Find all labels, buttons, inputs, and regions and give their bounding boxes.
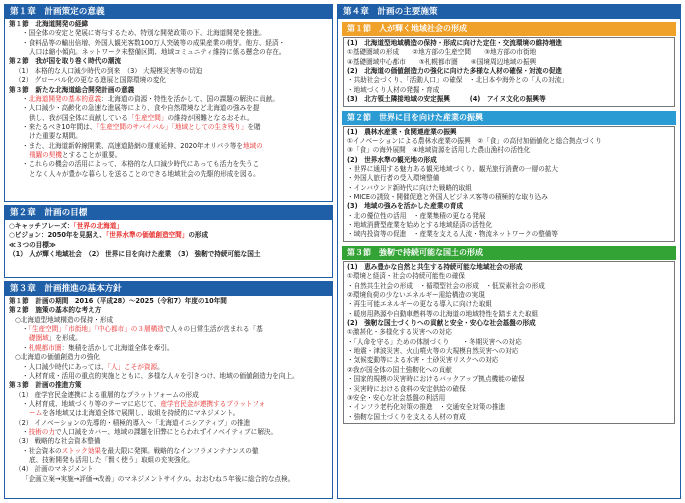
body-text-line: ③「食」の海外展開 ④地域資源を活用した農山漁村の活性化 [347,146,531,155]
body-text-line: ・また、北海道新幹線開業、高速道路網の運東延伸、2020年オリパラ等を地域の [22,141,263,150]
body-text-line: ・技術の力で人口減をカバー、地域の課題を旧弊にとらわれずイノベイティブに解決。 [22,428,278,437]
section-heading-line: ≪３つの目標≫ [9,240,56,249]
chapter4-panel [337,4,681,499]
section-heading-line: 第１節 計画の期間 2016（平成28）～2025（令和7）年度の10年間 [9,297,227,305]
body-text-line: ・強靭な国土づくりを支える人材の育成 [347,412,466,421]
body-text-line: （1） 産学官民金連携による重層的なプラットフォームの形成 [15,390,199,399]
highlighted-phrase: 礎圏域 [29,334,49,343]
body-text-line: ・北海道開発の基本的意義：北海道の資源・特性を活かして、国の課題の解決に貢献。 [22,94,280,103]
section-heading-line: 第２節 我が国を取り巻く時代の潮流 [9,57,122,66]
highlighted-phrase: 「世界の北海道」 [73,222,123,230]
body-text-line: ④基礎圏域中心都市 ⑤札幌都市圏 ⑥国境周辺地域の振興 [347,57,537,66]
body-text-line: ・インバウンド新時代に向けた戦略的取組 [347,183,472,192]
body-text-line: となく人々が豊かな暮らしを送ることのできる地域社会の先駆的形成を図る。 [29,169,260,178]
body-text-line: ・人材育成・活用の重点的実施とともに、多様な人々を引きつけ、地域の価値創造力を向上。 [22,371,299,380]
section3-body [343,261,675,424]
body-text-line: ・暖房用熱源や自動車燃料等の北海道の地域特性を踏まえた取組 [347,309,539,318]
body-text-line: ・人材育成、地域づくり等のテーマに応じて、産学官民金が連携するプラットフォ [22,399,266,408]
body-text-line: ①激甚化・多様化する災害への対応 [347,328,452,337]
body-text-line: 人口は縮小傾向。ネットワーク未整備区間、地域コミュニティ維持に係る懸念の存在。 [29,48,286,57]
body-text-line: ・札幌都市圏：集積を活かして北海道全体を牽引。 [22,343,174,352]
highlighted-phrase: 地域の [243,141,263,150]
highlighted-phrase: 「生産空間」 [127,113,168,122]
section-heading-line: (2) 世界水準の観光地の形成 [347,155,437,164]
body-text-line: 礎圏域」を形成。 [29,334,82,343]
section2-body [343,126,675,242]
body-text-line: ①イノベーションによる農林水産業の振興 ②「食」の高付加価値化と総合拠点づくり [347,136,602,145]
section-heading-line: (3) 北方領土隣接地域の安定振興 (4) アイヌ文化の振興等 [347,95,546,104]
section1-body [343,37,675,107]
highlighted-phrase: 産学官民金が連携するプラットフォ [160,399,266,408]
body-text-line: ○北海道型地域構造の保持・形成 [15,315,114,324]
body-text-line: ・北の優位性の活用 ・産業集積の更なる発展 [347,211,486,220]
highlighted-phrase: 「生産空間」「市街地」「中心都市」の３層構造 [28,325,164,334]
body-text-line: ・地域消費型産業を始めとする地域経済の活性化 [347,221,493,230]
section-heading-line: (1) 北海道型地域構造の保持・形成に向けた定住・交流環境の維持増進 [347,39,563,47]
chapter2-header: 第２章 計画の目標 [5,206,332,220]
chapter1-header: 第１章 計画策定の意義 [5,5,332,19]
body-text-line: ・自然共生社会の形成 ・循環型社会の形成 ・低炭素社会の形成 [347,281,545,290]
body-text-line: ・来たるべき10年間は、「生産空間のサバイバル」「地域としての生き残り」を賭 [22,122,261,131]
body-text-line: ・インフラ老朽化対策の推進 ・交通安全対策の推進 [347,403,506,412]
section-heading-line: ○ビジョン：2050年を見据え、「世界水準の価値創造空間」の形成 [9,231,209,240]
highlighted-phrase: 「生産空間のサバイバル」「地域としての生き残り」 [96,122,248,131]
chapter1-body [5,19,332,179]
body-text-line: （4） 計画のマネジメント [15,465,94,474]
body-text-line: ・これらの機会の活用によって、本格的な人口減少時代にあっても活力を失うこ [22,160,260,169]
highlighted-phrase: 北海道開発の基本的意義 [28,94,102,103]
section2-header: 第２節 世界に目を向けた産業の振興 [342,111,676,125]
chapter3-body [5,296,332,484]
body-text-line: （1） 本格的な人口減少時代の到来 （3） 大規模災害等の切迫 [15,66,203,75]
section-heading-line: (1) 農林水産業・食関連産業の振興 [347,127,457,136]
chapter3-header: 第３章 計画推進の基本方針 [5,282,332,296]
highlighted-phrase: ストック効果 [61,446,101,455]
body-text-line: けた重要な期間。 [29,132,82,141]
body-text-line: （2） グローバル化の更なる進展と国際環境の変化 [15,76,167,85]
body-text-line: ②我が国全体の国土強靭化への貢献 [347,365,452,374]
section-heading-line: 第３節 新たな北海道総合開発計画の意義 [9,85,135,94]
body-text-line: 供し、我が国全体に貢献している「生産空間」の維持が困難となるおそれ。 [29,113,254,122]
body-text-line: ○北海道の価値創造力の強化 [15,353,100,362]
section-heading-line: （1） 人が輝く地域社会 （2） 世界に目を向けた産業 （3） 強靭で持続可能な国土 [9,250,261,259]
chapter3-panel [4,281,333,499]
body-text-line: ・MICEの誘致・開催促進と外国人ビジネス客等の積極的な取り込み [347,193,548,202]
body-text-line: ③安全・安心な社会基盤の利活用 [347,393,446,402]
chapter1-panel [4,4,333,202]
section1-header: 第１節 人が輝く地域社会の形成 [342,22,676,36]
highlighted-phrase: 技術の力 [28,428,55,437]
body-text-line: ・国全体の安定と発展に寄与するため、特別な開発政策の下、北海道開発を推進。 [22,29,266,38]
body-text-line: 飛躍の契機とすることが重要。 [29,151,122,160]
body-text-line: ②環境負荷の少ないエネルギー需給構造の実現 [347,290,485,299]
body-text-line: ・域内投資等の促進 ・産業を支える人流・物流ネットワークの整備等 [347,230,558,239]
body-text-line: ・災害時における食料の安定供給の確保 [347,384,466,393]
highlighted-phrase: 札幌都市圏 [28,343,62,352]
section-heading-line: (2) 強靭な国土づくりへの貢献と安全・安心な社会基盤の形成 [347,318,536,327]
body-text-line: ・人口減少時代にあっては、「人」こそが資源。 [22,362,164,371]
highlighted-phrase: 「人」こそが資源 [107,362,158,371]
body-text-line: （3） 戦略的な社会資本整備 [15,437,101,446]
body-text-line: ・「生産空間」「市街地」「中心都市」の３層構造で人々の日常生活が営まれる「基 [22,325,263,334]
section-heading-line: 第１節 北海道開発の経緯 [9,20,89,28]
section-heading-line: 第３節 計画の推進方策 [9,381,82,390]
body-text-line: ・地域づくり人材の発掘・育成 [347,85,440,94]
body-text-line: 「企画立案→実施→評価→改善」のマネジメントサイクル。おおむね５年後に総合的な点検。 [22,474,295,483]
body-text-line: ・世界に通用する魅力ある観光地域づくり、観光旅行消費の一層の拡大 [347,164,558,173]
body-text-line: ・国家的規模の災害時におけるバックアップ拠点機能の確保 [347,375,525,384]
section-heading-line: (2) 北海道の価値創造力の強化に向けた多様な人材の確保・対流の促進 [347,67,563,76]
body-text-line: ・気候変動等による水害・土砂災害リスクへの対応 [347,356,499,365]
body-text-line: 底、技術開発も活用した「賢く使う」取組の充実強化。 [29,456,194,465]
section-heading-line: (1) 恵み豊かな自然と共生する持続可能な地域社会の形成 [347,262,523,271]
body-text-line: ・地震・津波災害、火山噴火等の大規模自然災害への対応 [347,347,519,356]
body-text-line: ・共助社会づくり、「活動人口」の確保 ・北日本や海外との「人の対流」 [347,76,568,85]
chapter2-panel [4,205,333,278]
body-text-line: ・食料品等の輸出倍増、外国人観光客数100万人突破等の成果産業の萌芽。他方、経済・ [22,38,286,47]
body-text-line: ・社会資本のストック効果を最大限に発揮。戦略的なインフラメンテナンスの徹 [22,446,259,455]
highlighted-phrase: 飛躍の契機 [29,151,62,160]
body-text-line: ームを各地域又は北海道全体で展開し、取組を持続的にマネジメント。 [29,409,240,418]
highlighted-phrase: ーム [29,409,43,418]
body-text-line: ・再生可能エネルギーの更なる導入に向けた取組 [347,300,493,309]
body-text-line: ①環境と経済・社会の持続可能性の確保 [347,272,466,281]
body-text-line: （2） イノベーションの先導的・積極的導入～「北海道イニシアティブ」の推進 [15,418,251,427]
body-text-line: ・外国人旅行者の受入環境整備 [347,174,440,183]
highlighted-phrase: 「世界水準の価値創造空間」 [105,231,189,240]
body-text-line: ①基礎圏域の形成 ②地方部の生産空間 ③地方部の市街地 [347,48,537,57]
section3-header: 第３節 強靭で持続可能な国土の形成 [342,246,676,260]
body-text-line: ・人口減少・高齢化の急速な進展等により、食や自然環境など北海道の強みを提 [22,104,260,113]
chapter2-body [5,220,332,259]
section-heading-line: ○キャッチフレーズ：「世界の北海道」 [9,222,123,230]
section-heading-line: (3) 地域の強みを活かした産業の育成 [347,202,464,211]
section-heading-line: 第２節 施策の基本的な考え方 [9,306,102,315]
chapter4-header: 第４章 計画の主要施策 [338,5,680,19]
body-text-line: ・「人命を守る」ための体制づくり ・冬期災害への対応 [347,337,522,346]
